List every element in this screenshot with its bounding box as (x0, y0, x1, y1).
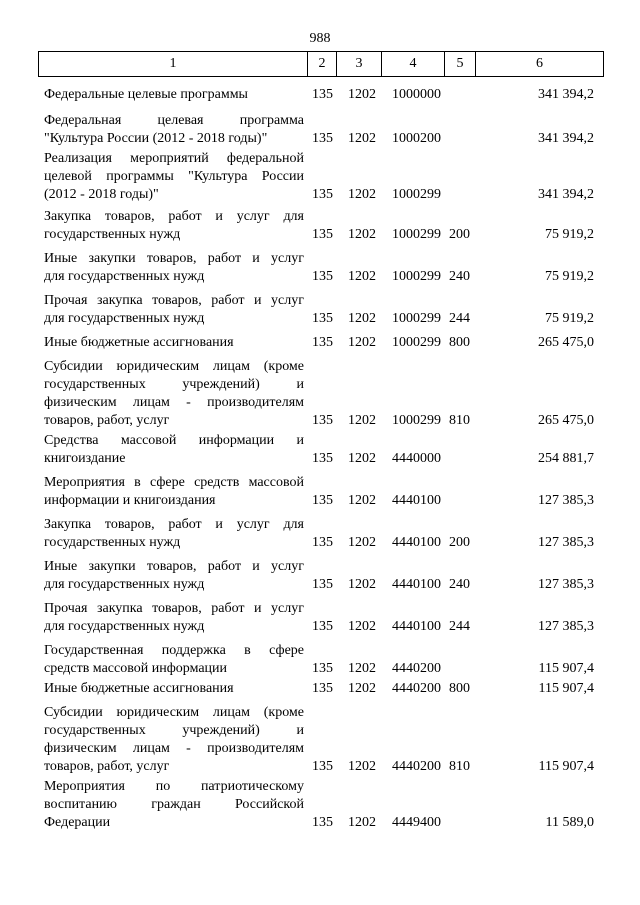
description-line: Иные закупки товаров, работ и услуг (44, 559, 304, 574)
target-article-code: 4440200 (392, 661, 441, 676)
expense-type-code: 800 (449, 681, 470, 696)
target-article-code: 1000299 (392, 227, 441, 242)
amount: 115 907,4 (538, 681, 594, 696)
ministry-code: 135 (312, 87, 333, 102)
description-line: Закупка товаров, работ и услуг для (44, 517, 304, 532)
column-header-6: 6 (536, 56, 543, 71)
row-description (44, 600, 304, 636)
description-line: "Культура России (2012 - 2018 годы)" (44, 131, 268, 146)
description-line: для государственных нужд (44, 269, 205, 284)
target-article-code: 4440200 (392, 759, 441, 774)
description-line: государственных учреждений) и (44, 377, 304, 392)
amount: 75 919,2 (545, 227, 594, 242)
description-line: Иные бюджетные ассигнования (44, 681, 234, 696)
ministry-code: 135 (312, 451, 333, 466)
description-line: книгоиздание (44, 451, 126, 466)
section-code: 1202 (348, 661, 376, 676)
description-line: средств массовой информации (44, 661, 228, 676)
row-description (44, 474, 304, 510)
section-code: 1202 (348, 413, 376, 428)
target-article-code: 4440100 (392, 577, 441, 592)
expense-type-code: 810 (449, 413, 470, 428)
description-line: (2012 - 2018 годы)" (44, 187, 159, 202)
amount: 75 919,2 (545, 311, 594, 326)
description-line: Мероприятия в сфере средств массовой (44, 475, 304, 490)
section-code: 1202 (348, 681, 376, 696)
section-code: 1202 (348, 311, 376, 326)
section-code: 1202 (348, 493, 376, 508)
ministry-code: 135 (312, 815, 333, 830)
row-description (44, 250, 304, 286)
description-line: Субсидии юридическим лицам (кроме (44, 359, 304, 374)
amount: 265 475,0 (538, 413, 594, 428)
description-line: информации и книгоиздания (44, 493, 216, 508)
expense-type-code: 244 (449, 311, 470, 326)
section-code: 1202 (348, 131, 376, 146)
ministry-code: 135 (312, 311, 333, 326)
description-line: Федерации (44, 815, 111, 830)
row-description (44, 292, 304, 328)
row-description (44, 358, 304, 430)
target-article-code: 1000299 (392, 187, 441, 202)
description-line: Прочая закупка товаров, работ и услуг (44, 601, 304, 616)
description-line: государственных нужд (44, 535, 181, 550)
column-header-row (38, 51, 604, 77)
target-article-code: 1000200 (392, 131, 441, 146)
description-line: физическим лицам - производителям (44, 395, 304, 410)
row-description (44, 432, 304, 468)
description-line: товаров, работ, услуг (44, 413, 170, 428)
column-header-5: 5 (456, 56, 464, 71)
description-line: Иные бюджетные ассигнования (44, 335, 234, 350)
row-description (44, 86, 304, 104)
target-article-code: 1000299 (392, 311, 441, 326)
amount: 341 394,2 (538, 87, 594, 102)
description-line: для государственных нужд (44, 311, 205, 326)
description-line: Иные закупки товаров, работ и услуг (44, 251, 304, 266)
row-description (44, 334, 304, 352)
target-article-code: 4440100 (392, 493, 441, 508)
column-header-4: 4 (409, 56, 417, 71)
description-line: физическим лицам - производителям (44, 741, 304, 756)
ministry-code: 135 (312, 661, 333, 676)
amount: 254 881,7 (538, 451, 594, 466)
row-description (44, 778, 304, 832)
row-description (44, 112, 304, 148)
amount: 265 475,0 (538, 335, 594, 350)
target-article-code: 4449400 (392, 815, 441, 830)
ministry-code: 135 (312, 227, 333, 242)
amount: 127 385,3 (538, 493, 594, 508)
section-code: 1202 (348, 759, 376, 774)
ministry-code: 135 (312, 187, 333, 202)
row-description (44, 704, 304, 776)
ministry-code: 135 (312, 413, 333, 428)
description-line: Государственная поддержка в сфере (44, 643, 304, 658)
expense-type-code: 240 (449, 269, 470, 284)
section-code: 1202 (348, 535, 376, 550)
section-code: 1202 (348, 187, 376, 202)
ministry-code: 135 (312, 535, 333, 550)
row-description (44, 208, 304, 244)
column-header-2: 2 (318, 56, 326, 71)
row-description (44, 642, 304, 678)
section-code: 1202 (348, 451, 376, 466)
target-article-code: 4440100 (392, 535, 441, 550)
description-line: Закупка товаров, работ и услуг для (44, 209, 304, 224)
page-number: 988 (309, 31, 331, 46)
section-code: 1202 (348, 87, 376, 102)
amount: 11 589,0 (545, 815, 594, 830)
amount: 127 385,3 (538, 535, 594, 550)
description-line: государственных нужд (44, 227, 181, 242)
section-code: 1202 (348, 269, 376, 284)
description-line: государственных учреждений) и (44, 723, 304, 738)
description-line: Реализация мероприятий федеральной (44, 151, 304, 166)
target-article-code: 4440000 (392, 451, 441, 466)
ministry-code: 135 (312, 493, 333, 508)
target-article-code: 1000299 (392, 335, 441, 350)
row-description (44, 558, 304, 594)
ministry-code: 135 (312, 335, 333, 350)
description-line: Средства массовой информации и (44, 433, 304, 448)
row-description (44, 516, 304, 552)
expense-type-code: 240 (449, 577, 470, 592)
ministry-code: 135 (312, 269, 333, 284)
expense-type-code: 800 (449, 335, 470, 350)
amount: 115 907,4 (538, 759, 594, 774)
row-description (44, 150, 304, 204)
description-line: Федеральные целевые программы (44, 87, 248, 102)
amount: 341 394,2 (538, 131, 594, 146)
amount: 127 385,3 (538, 619, 594, 634)
description-line: для государственных нужд (44, 577, 205, 592)
amount: 115 907,4 (538, 661, 594, 676)
ministry-code: 135 (312, 681, 333, 696)
target-article-code: 1000299 (392, 269, 441, 284)
target-article-code: 4440100 (392, 619, 441, 634)
amount: 341 394,2 (538, 187, 594, 202)
amount: 127 385,3 (538, 577, 594, 592)
ministry-code: 135 (312, 577, 333, 592)
section-code: 1202 (348, 335, 376, 350)
column-header-1: 1 (169, 56, 177, 71)
description-line: Мероприятия по патриотическому (44, 779, 304, 794)
ministry-code: 135 (312, 759, 333, 774)
expense-type-code: 200 (449, 535, 470, 550)
section-code: 1202 (348, 577, 376, 592)
expense-type-code: 244 (449, 619, 470, 634)
section-code: 1202 (348, 227, 376, 242)
column-header-3: 3 (355, 56, 363, 71)
description-line: товаров, работ, услуг (44, 759, 170, 774)
ministry-code: 135 (312, 619, 333, 634)
section-code: 1202 (348, 619, 376, 634)
row-description (44, 680, 304, 698)
section-code: 1202 (348, 815, 376, 830)
target-article-code: 1000299 (392, 413, 441, 428)
description-line: Прочая закупка товаров, работ и услуг (44, 293, 304, 308)
description-line: воспитанию граждан Российской (44, 797, 304, 812)
target-article-code: 1000000 (392, 87, 441, 102)
expense-type-code: 200 (449, 227, 470, 242)
description-line: для государственных нужд (44, 619, 205, 634)
ministry-code: 135 (312, 131, 333, 146)
description-line: Федеральная целевая программа (44, 113, 304, 128)
expense-type-code: 810 (449, 759, 470, 774)
description-line: Субсидии юридическим лицам (кроме (44, 705, 304, 720)
target-article-code: 4440200 (392, 681, 441, 696)
description-line: целевой программы "Культура России (44, 169, 304, 184)
amount: 75 919,2 (545, 269, 594, 284)
